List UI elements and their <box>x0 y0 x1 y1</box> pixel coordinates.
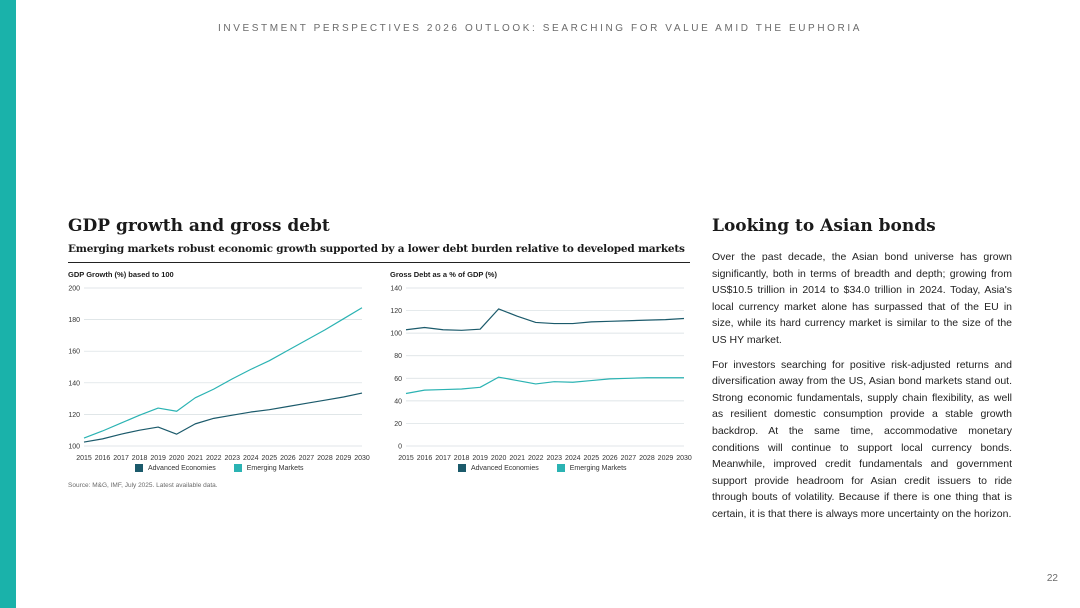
debt-series-advanced-economies <box>406 309 684 330</box>
legend-swatch-emerging-2 <box>557 464 565 472</box>
debt-x-tick-2016: 2016 <box>416 455 433 462</box>
gdp-x-tick-2029: 2029 <box>335 455 352 462</box>
gdp-x-tick-2018: 2018 <box>131 455 148 462</box>
gdp-y-tick-180: 180 <box>68 317 80 325</box>
gdp-x-tick-2024: 2024 <box>243 455 259 462</box>
legend-label-emerging-2: Emerging Markets <box>569 464 627 472</box>
debt-series-emerging-markets <box>406 377 684 393</box>
gdp-x-tick-2028: 2028 <box>317 455 333 462</box>
gdp-x-tick-2017: 2017 <box>113 455 129 462</box>
running-header: INVESTMENT PERSPECTIVES 2026 OUTLOOK: SEARCHING FOR VALUE AMID THE EUPHORIA <box>218 23 862 34</box>
gdp-chart-title: GDP Growth (%) based to 100 <box>68 270 174 279</box>
accent-side-bar <box>0 0 16 608</box>
gdp-series-advanced-economies <box>84 393 362 442</box>
debt-y-tick-120: 120 <box>390 308 402 316</box>
paragraph-2: For investors searching for positive risk-adjusted returns and diversification away from the US, Asian bond markets stand out. Strong economic fundamentals, supply chain flexibility, as well as resilient domestic consumption provide a stable growth backdrop. At the same time, accommodative monetary conditions will continue to support local currency bonds. Meanwhile, improved credit fundamentals and government support provide headroom for Asian credit issuers to ride through bouts of volatility. Because if there is one thing that is certain, it is that there is always more uncertainty on the horizon. <box>712 358 1012 520</box>
gdp-series-emerging-markets <box>84 308 362 438</box>
debt-x-tick-2028: 2028 <box>639 455 655 462</box>
title-divider <box>68 262 690 263</box>
gdp-x-tick-2025: 2025 <box>261 455 278 462</box>
legend-item-emerging <box>234 464 304 472</box>
gdp-x-tick-2023: 2023 <box>224 455 241 462</box>
debt-chart-title: Gross Debt as a % of GDP (%) <box>390 270 497 279</box>
section-title: GDP growth and gross debt <box>68 216 330 236</box>
gdp-y-tick-140: 140 <box>68 380 80 388</box>
section-subtitle: Emerging markets robust economic growth supported by a lower debt burden relative to developed markets <box>68 243 685 255</box>
debt-x-tick-2015: 2015 <box>398 455 414 462</box>
debt-x-tick-2019: 2019 <box>472 455 488 462</box>
legend-label-emerging: Emerging Markets <box>246 464 304 472</box>
debt-y-tick-80: 80 <box>394 353 402 361</box>
gdp-x-tick-2016: 2016 <box>94 455 111 462</box>
legend-label-advanced-2: Advanced Economies <box>471 464 539 472</box>
debt-y-tick-100: 100 <box>390 330 402 338</box>
gdp-x-tick-2030: 2030 <box>354 455 370 462</box>
page-number: 22 <box>1046 573 1058 584</box>
debt-chart-legend <box>458 464 639 472</box>
debt-x-tick-2025: 2025 <box>583 455 600 462</box>
debt-x-tick-2022: 2022 <box>527 455 544 462</box>
debt-x-tick-2024: 2024 <box>565 455 581 462</box>
debt-x-tick-2018: 2018 <box>453 455 470 462</box>
debt-x-tick-2026: 2026 <box>602 455 618 462</box>
legend-label-advanced: Advanced Economies <box>148 464 216 472</box>
gdp-x-tick-2026: 2026 <box>280 455 296 462</box>
debt-y-tick-140: 140 <box>390 285 402 293</box>
legend-swatch-advanced-2 <box>458 464 466 472</box>
gdp-y-tick-160: 160 <box>68 348 80 356</box>
gdp-x-tick-2027: 2027 <box>298 455 315 462</box>
gdp-growth-chart <box>60 280 380 464</box>
gdp-x-tick-2020: 2020 <box>168 455 185 462</box>
legend-item-emerging-2 <box>557 464 627 472</box>
legend-item-advanced <box>135 464 216 472</box>
debt-x-tick-2021: 2021 <box>509 455 525 462</box>
debt-x-tick-2027: 2027 <box>620 455 637 462</box>
debt-x-tick-2017: 2017 <box>435 455 451 462</box>
right-section-title: Looking to Asian bonds <box>712 216 936 236</box>
debt-y-tick-20: 20 <box>394 420 402 428</box>
debt-x-tick-2020: 2020 <box>490 455 507 462</box>
source-note: Source: M&G, IMF, July 2025. Latest available data. <box>68 482 218 489</box>
debt-x-tick-2030: 2030 <box>676 455 692 462</box>
legend-swatch-advanced <box>135 464 143 472</box>
gdp-x-tick-2021: 2021 <box>187 455 203 462</box>
gdp-x-tick-2019: 2019 <box>150 455 166 462</box>
gdp-y-tick-200: 200 <box>68 285 80 293</box>
gdp-x-tick-2022: 2022 <box>205 455 222 462</box>
gross-debt-chart <box>384 280 694 464</box>
debt-y-tick-0: 0 <box>398 443 402 451</box>
paragraph-1: Over the past decade, the Asian bond universe has grown significantly, both in terms of breadth and depth; growing from US$10.5 trillion in 2014 to $34.0 trillion in 2024. Today, Asia's local currency market alone has surpassed that of the EU in size, while its hard currency market is similar to the size of the US HY market. <box>712 251 1012 346</box>
gdp-y-tick-100: 100 <box>68 443 80 451</box>
gdp-chart-legend <box>135 464 316 472</box>
debt-x-tick-2023: 2023 <box>546 455 563 462</box>
debt-y-tick-60: 60 <box>394 375 402 383</box>
debt-x-tick-2029: 2029 <box>657 455 674 462</box>
legend-item-advanced-2 <box>458 464 539 472</box>
debt-y-tick-40: 40 <box>394 398 402 406</box>
gdp-x-tick-2015: 2015 <box>76 455 92 462</box>
gdp-y-tick-120: 120 <box>68 411 80 419</box>
body-text <box>712 249 1012 531</box>
legend-swatch-emerging <box>234 464 242 472</box>
